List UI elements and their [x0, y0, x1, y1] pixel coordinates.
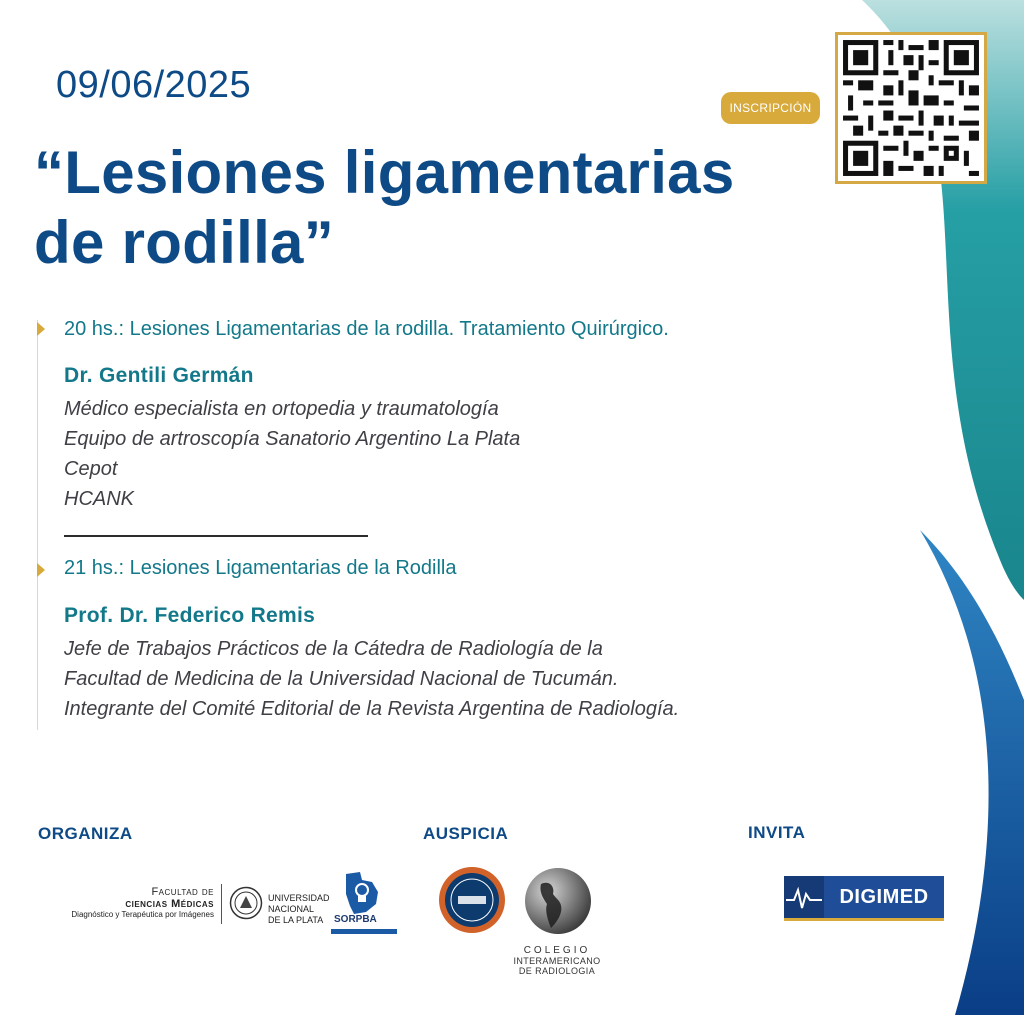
colegio-line-1: COLEGIO	[523, 945, 591, 956]
talk-1-cv-line: Médico especialista en ortopedia y traumatología	[64, 398, 499, 420]
colegio-line-3: DE RADIOLOGIA	[518, 966, 596, 976]
digimed-label: DIGIMED	[839, 885, 929, 908]
fcm-line-1: Facultad de	[151, 886, 214, 898]
talk-2-cv	[64, 634, 679, 724]
unlp-line-3: DE LA PLATA	[268, 915, 324, 925]
talk-separator	[64, 535, 368, 537]
talk-1-time-title: 20 hs.: Lesiones Ligamentarias de la rodilla. Tratamiento Quirúrgico.	[64, 318, 669, 340]
event-title	[34, 138, 735, 278]
invita-label: INVITA	[748, 823, 806, 842]
registration-qr-code[interactable]	[835, 32, 987, 184]
talk-1-cv	[64, 394, 520, 514]
unlp-seal-icon	[229, 886, 263, 920]
colegio-logo-text	[504, 946, 610, 976]
talk-1-speaker: Dr. Gentili Germán	[64, 364, 254, 387]
agenda-vertical-rule	[37, 320, 38, 730]
talk-1-cv-line: Equipo de artroscopía Sanatorio Argentino La Plata	[64, 428, 521, 450]
event-title-line-1: “Lesiones ligamentarias	[34, 139, 735, 206]
colegio-line-2: INTERAMERICANO	[513, 956, 601, 966]
faardit-badge-icon	[438, 866, 506, 934]
fcm-line-3: Diagnóstico y Terapéutica por Imágenes	[71, 910, 214, 919]
talk-2-time-title: 21 hs.: Lesiones Ligamentarias de la Rodilla	[64, 557, 457, 579]
fcm-line-2: ciencias Médicas	[125, 898, 214, 910]
unlp-logo-text	[268, 893, 330, 926]
unlp-line-2: NACIONAL	[268, 904, 315, 914]
event-title-line-2: de rodilla”	[34, 209, 335, 276]
qr-code-icon	[838, 35, 984, 181]
sorpba-map-icon	[340, 870, 384, 916]
organiza-label: ORGANIZA	[38, 824, 133, 843]
digimed-logo	[784, 876, 944, 918]
digimed-underline	[784, 918, 944, 921]
talk-2-cv-line: Integrante del Comité Editorial de la Revista Argentina de Radiología.	[64, 698, 680, 720]
fcm-logo	[60, 886, 214, 919]
talk-2-cv-line: Jefe de Trabajos Prácticos de la Cátedra de Radiología de la	[64, 638, 603, 660]
talk-1-cv-line: Cepot	[64, 458, 118, 480]
talk-1-cv-line: HCANK	[64, 488, 135, 510]
auspicia-label: AUSPICIA	[423, 824, 509, 843]
registration-badge[interactable]: INSCRIPCIÓN	[721, 92, 820, 124]
bullet-arrow-icon	[37, 563, 45, 577]
talk-2-speaker: Prof. Dr. Federico Remis	[64, 604, 316, 627]
event-date: 09/06/2025	[56, 64, 252, 106]
sorpba-bar	[331, 929, 397, 934]
heartbeat-icon	[784, 876, 824, 918]
talk-2-cv-line: Facultad de Medicina de la Universidad Nacional de Tucumán.	[64, 668, 619, 690]
sorpba-label: SORPBA	[334, 914, 377, 925]
colegio-globe-icon	[523, 866, 593, 936]
logo-divider	[221, 884, 222, 924]
unlp-line-1: UNIVERSIDAD	[268, 893, 330, 903]
bullet-arrow-icon	[37, 322, 45, 336]
